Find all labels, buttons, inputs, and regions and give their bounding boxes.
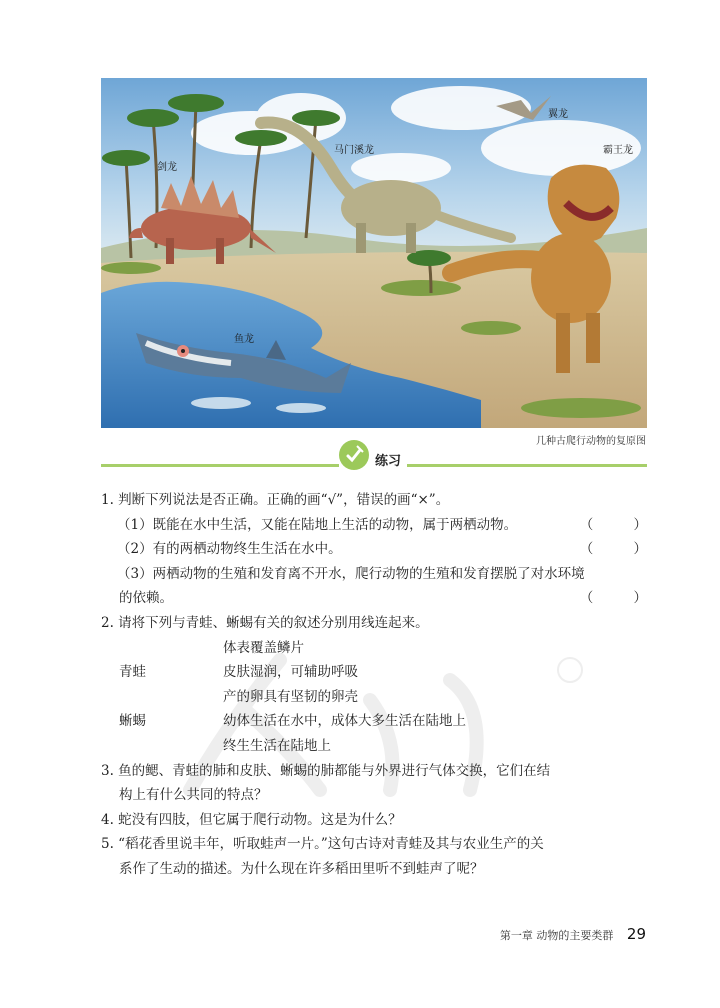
q2-statement-2: 皮肤湿润，可辅助呼吸 <box>223 664 358 681</box>
q4-line-1: 4. 蛇没有四肢，但它属于爬行动物。这是为什么？ <box>101 811 402 828</box>
q1-item-1-blank: （ ） <box>579 516 665 533</box>
dinosaur-illustration <box>101 78 647 428</box>
q1-item-2-blank: （ ） <box>579 541 665 558</box>
figure-caption: 几种古爬行动物的复原图 <box>536 436 646 447</box>
list-item <box>119 685 619 710</box>
q5-line-2: 系作了生动的描述。为什么现在许多稻田里听不到蛙声了呢？ <box>119 860 484 877</box>
list-item <box>119 734 619 759</box>
q2-matching <box>119 636 647 759</box>
pen-check-icon <box>339 440 369 470</box>
label-stegosaurus: 剑龙 <box>157 162 177 173</box>
divider-right <box>407 464 647 467</box>
label-mamenchisaurus: 马门溪龙 <box>334 145 374 156</box>
section-header <box>101 454 647 480</box>
list-item <box>119 636 619 661</box>
q1-item-3-cont-text: 的依赖。 <box>119 590 173 607</box>
label-pterosaur: 翼龙 <box>548 109 568 120</box>
q5-line-1: 5. “稻花香里说丰年，听取蛙声一片。”这句古诗对青蛙及其与农业生产的关 <box>101 836 544 853</box>
q2-animal-lizard: 蜥蜴 <box>119 713 146 730</box>
q1-item-3-cont <box>101 586 665 611</box>
q2-stem: 2. 请将下列与青蛙、蜥蜴有关的叙述分别用线连起来。 <box>101 614 429 631</box>
q2-statement-1: 体表覆盖鳞片 <box>223 639 304 656</box>
q1-item-1-text: （1）既能在水中生活，又能在陆地上生活的动物，属于两栖动物。 <box>117 516 518 533</box>
q1-item-2-text: （2）有的两栖动物终生生活在水中。 <box>117 541 342 558</box>
q2-statement-3: 产的卵具有坚韧的卵壳 <box>223 688 358 705</box>
exercise-list <box>101 488 665 882</box>
divider-left <box>101 464 339 467</box>
list-item <box>119 660 619 685</box>
section-title: 练习 <box>375 454 402 469</box>
q1-item-3-blank: （ ） <box>579 590 665 607</box>
q3-line-1: 3. 鱼的鳃、青蛙的肺和皮肤、蜥蜴的肺都能与外界进行气体交换，它们在结 <box>101 762 551 779</box>
label-ichthyosaur: 鱼龙 <box>234 334 254 345</box>
label-trex: 霸王龙 <box>603 145 633 156</box>
page-number: 29 <box>626 925 646 943</box>
q1-item-1 <box>101 513 665 538</box>
q1-item-3: （3）两栖动物的生殖和发育离不开水，爬行动物的生殖和发育摆脱了对水环境 <box>117 565 585 582</box>
q2-statement-4: 幼体生活在水中，成体大多生活在陆地上 <box>223 713 466 730</box>
dinosaur-scene <box>101 78 647 428</box>
list-item <box>119 709 619 734</box>
q2-statement-5: 终生生活在陆地上 <box>223 737 331 754</box>
page-footer <box>500 925 646 943</box>
q2-animal-frog: 青蛙 <box>119 664 146 681</box>
chapter-title: 第一章 动物的主要类群 <box>499 929 614 942</box>
q3-line-2: 构上有什么共同的特点？ <box>119 787 268 804</box>
q1-stem: 1. 判断下列说法是否正确。正确的画“√”，错误的画“×”。 <box>101 492 450 508</box>
q1-item-2 <box>101 537 665 562</box>
